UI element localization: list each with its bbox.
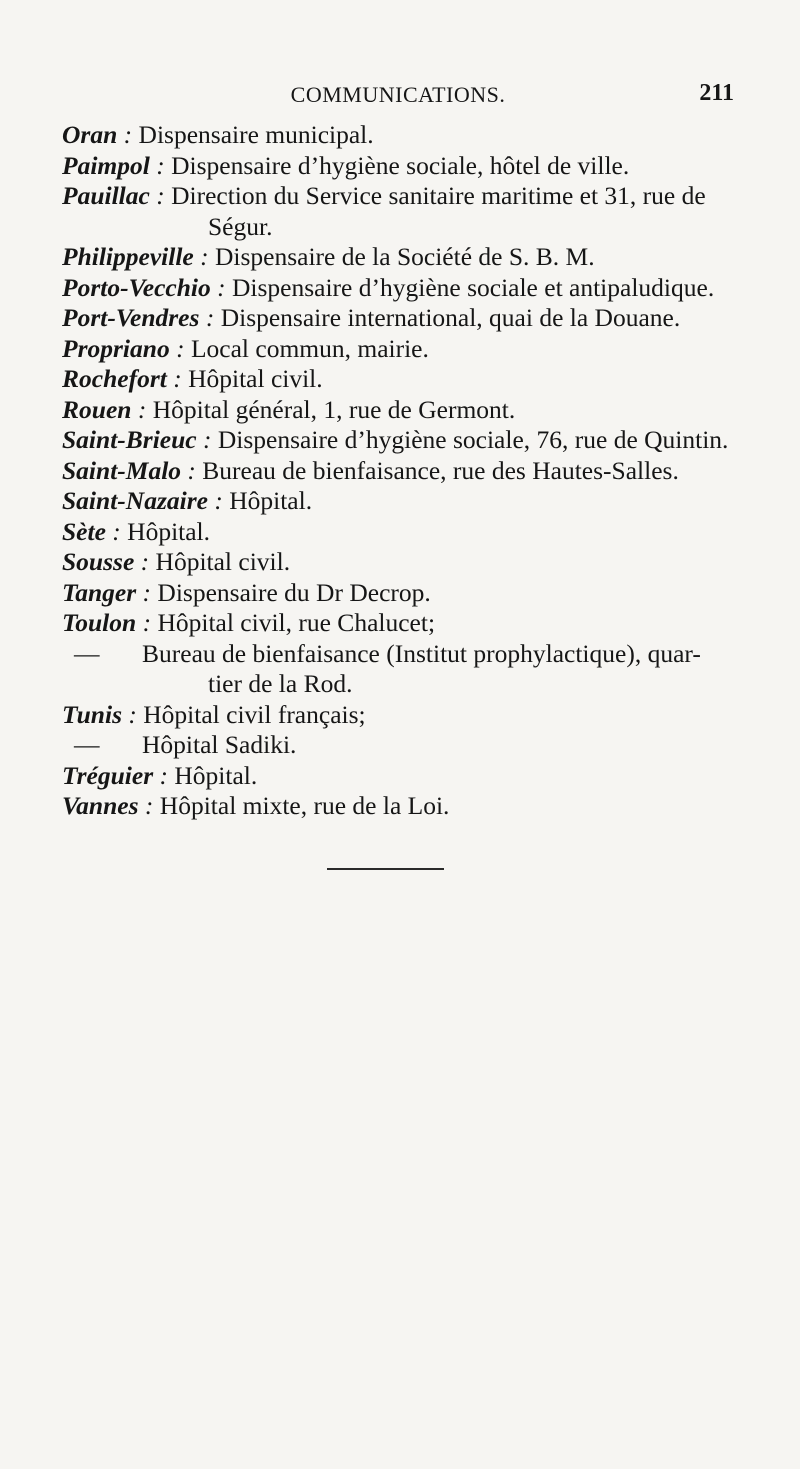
list-item: [62, 181, 742, 212]
separator: :: [149, 181, 172, 210]
entry-text: Bureau de bienfaisance (Institut prophylactique), quar-: [142, 638, 701, 668]
separator: :: [149, 150, 172, 180]
separator: :: [181, 455, 203, 485]
place-name: Oran: [62, 120, 118, 149]
place-name: Saint-Malo: [62, 455, 182, 485]
entry-text: Dispensaire d’hygiène sociale, 76, rue de Quintin.: [217, 425, 729, 454]
entry-text: Direction du Service sanitaire maritime et 31, rue de: [171, 181, 706, 210]
entry-text: Dispensaire d’hygiène sociale, hôtel de ville.: [171, 150, 630, 180]
list-item: [62, 151, 742, 182]
place-name: Sète: [62, 516, 106, 546]
separator: :: [193, 242, 215, 271]
entry-text: Dispensaire du Dr Decrop.: [157, 577, 431, 607]
ditto-dash: —: [74, 638, 100, 668]
list-item: [62, 334, 742, 365]
entry-text: Hôpital civil, rue Chalucet;: [157, 608, 436, 637]
separator: :: [199, 303, 221, 332]
place-name: Propriano: [62, 333, 170, 363]
page-number: 211: [699, 80, 734, 106]
place-name: Toulon: [62, 608, 137, 637]
place-name: Pauillac: [62, 181, 150, 210]
place-name: Rochefort: [62, 364, 167, 393]
place-name: Porto-Vecchio: [62, 272, 211, 302]
separator: :: [166, 364, 189, 393]
separator: :: [136, 608, 158, 637]
place-name: Tanger: [62, 577, 137, 607]
running-title: COMMUNICATIONS.: [290, 82, 506, 107]
separator: :: [122, 699, 144, 729]
place-name: Saint-Brieuc: [62, 425, 197, 454]
list-item: [62, 364, 742, 395]
entry-text: Local commun, mairie.: [190, 333, 429, 363]
entry-text: Hôpital général, 1, rue de Germont.: [152, 394, 516, 424]
place-name: Port-Vendres: [62, 303, 200, 332]
list-item: [62, 547, 742, 578]
separator: :: [169, 333, 191, 363]
entry-list: [62, 120, 742, 822]
list-item: [62, 212, 742, 243]
separator: :: [196, 425, 218, 454]
list-item: [62, 791, 742, 822]
entry-text: Hôpital.: [174, 760, 258, 790]
list-item: [62, 761, 742, 792]
list-item: [62, 242, 742, 273]
entry-text: Dispensaire de la Société de S. B. M.: [214, 242, 595, 271]
list-item: [62, 700, 742, 731]
separator: :: [117, 120, 139, 149]
list-item: [62, 730, 742, 761]
place-name: Tunis: [62, 699, 123, 729]
entry-text: Hôpital civil.: [188, 364, 323, 393]
entry-text: Hôpital Sadiki.: [142, 730, 297, 759]
separator: :: [105, 516, 128, 546]
list-item: [62, 517, 742, 548]
separator: :: [134, 547, 156, 576]
entry-text: Hôpital civil français;: [143, 699, 366, 729]
separator: :: [210, 272, 232, 302]
list-item: [62, 456, 742, 487]
list-item: [62, 669, 742, 700]
ditto-dash: —: [74, 730, 100, 759]
list-item: [62, 486, 742, 517]
place-name: Sousse: [62, 547, 135, 576]
page-header: [62, 80, 734, 114]
continuation-text: Ségur.: [208, 211, 273, 241]
list-item: [62, 303, 742, 334]
separator: :: [136, 577, 158, 607]
list-item: [62, 608, 742, 639]
entry-text: Hôpital mixte, rue de la Loi.: [159, 791, 450, 820]
entry-text: Hôpital.: [127, 516, 211, 546]
entry-text: Dispensaire international, quai de la Douane.: [220, 303, 681, 332]
place-name: Philippeville: [62, 242, 194, 271]
place-name: Paimpol: [62, 150, 150, 180]
list-item: [62, 425, 742, 456]
list-item: [62, 120, 742, 151]
entry-text: Bureau de bienfaisance, rue des Hautes-Salles.: [202, 455, 679, 485]
separator: :: [207, 486, 230, 515]
entry-text: Hôpital civil.: [155, 547, 291, 576]
entry-text: Dispensaire municipal.: [138, 120, 374, 149]
entry-text: Hôpital.: [229, 486, 313, 515]
list-item: [62, 273, 742, 304]
separator: :: [138, 791, 160, 820]
place-name: Rouen: [62, 394, 132, 424]
continuation-text: tier de la Rod.: [208, 669, 353, 698]
separator: :: [153, 760, 175, 790]
place-name: Tréguier: [62, 760, 154, 790]
section-divider: [327, 868, 444, 870]
separator: :: [131, 394, 153, 424]
list-item: [62, 395, 742, 426]
place-name: Vannes: [62, 791, 139, 820]
list-item: [62, 578, 742, 609]
place-name: Saint-Nazaire: [62, 486, 208, 515]
list-item: [62, 639, 742, 670]
entry-text: Dispensaire d’hygiène sociale et antipaludique.: [231, 272, 715, 302]
